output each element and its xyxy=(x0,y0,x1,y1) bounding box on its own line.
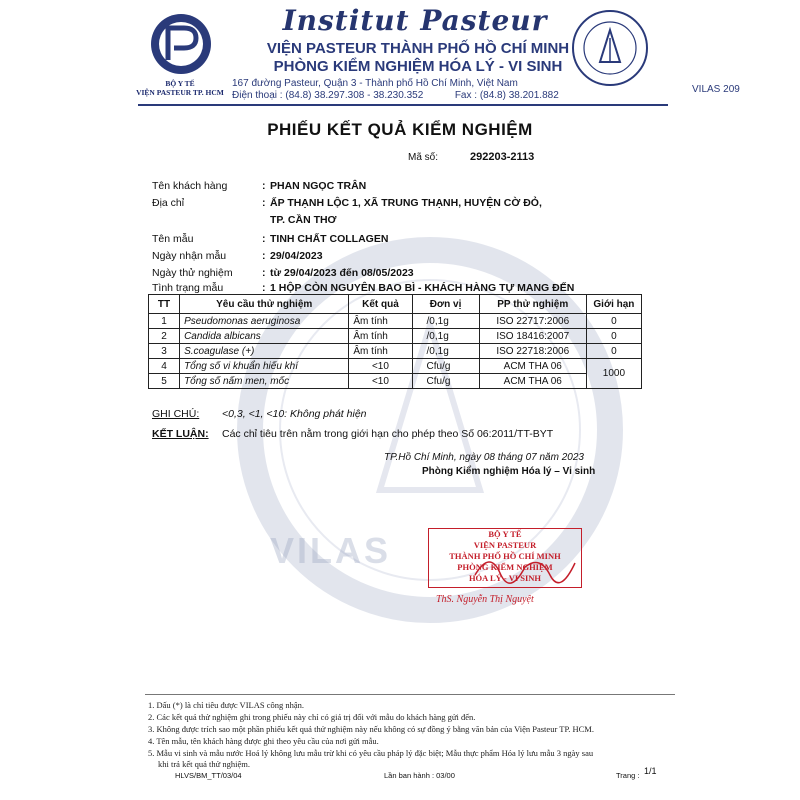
row-method: ISO 22718:2006 xyxy=(479,344,586,359)
received-label: Ngày nhận mẫu xyxy=(152,250,227,262)
footer-divider xyxy=(145,694,675,695)
signer-name: ThS. Nguyễn Thị Nguyệt xyxy=(436,594,534,605)
customer-label: Tên khách hàng xyxy=(152,180,228,192)
footer-note-5a: 5. Mẫu vi sinh và mẫu nước Hoá lý không lưu mẫu trừ khi có yêu cầu pháp lý đặc biệt; Mẫu thực phẩm Hóa lý lưu mẫu 3 ngày sau xyxy=(148,748,594,758)
stamp-line-1: BỘ Y TẾ xyxy=(488,529,522,539)
row-method: ISO 18416:2007 xyxy=(479,329,586,344)
row-limit-merged: 1000 xyxy=(586,359,641,389)
row-limit: 0 xyxy=(586,329,641,344)
left-logo-caption-1: BỘ Y TẾ xyxy=(165,79,195,88)
edition: Lần ban hành : 03/00 xyxy=(384,771,455,780)
row-tt: 4 xyxy=(149,359,180,374)
row-test: Candida albicans xyxy=(180,329,349,344)
col-header-result: Kết quả xyxy=(349,295,412,314)
received-colon: : xyxy=(262,250,266,262)
address-label: Địa chỉ xyxy=(152,197,185,209)
row-limit: 0 xyxy=(586,314,641,329)
table-row xyxy=(149,314,642,329)
col-header-unit: Đơn vị xyxy=(412,295,479,314)
stamp-line-4: PHÒNG KIỂM NGHIỆM xyxy=(457,562,553,572)
address-value-2: TP. CẦN THƠ xyxy=(270,214,337,226)
ma-so-label: Mã số: xyxy=(408,152,439,163)
footer-note-4: 4. Tên mẫu, tên khách hàng được ghi theo yêu cầu của nơi gửi mẫu. xyxy=(148,736,379,746)
footer-note-1: 1. Dấu (*) là chỉ tiêu được VILAS công nhận. xyxy=(148,700,305,710)
table-header-row xyxy=(149,295,642,314)
institute-title: Institut Pasteur xyxy=(282,4,548,37)
left-logo-caption-2: VIỆN PASTEUR TP. HCM xyxy=(136,88,224,97)
table-row xyxy=(149,329,642,344)
results-table xyxy=(148,294,642,389)
row-method: ACM THA 06 xyxy=(479,359,586,374)
col-header-test: Yêu cầu thử nghiệm xyxy=(180,295,349,314)
vilas-watermark-text: VILAS xyxy=(270,530,392,571)
row-unit: Cfu/g xyxy=(412,374,479,389)
sample-value: TINH CHẤT COLLAGEN xyxy=(270,233,389,245)
row-limit: 0 xyxy=(586,344,641,359)
lab-signature-line: Phòng Kiểm nghiệm Hóa lý – Vi sinh xyxy=(422,466,596,477)
left-logo-caption xyxy=(114,79,246,97)
sample-colon: : xyxy=(262,233,266,245)
row-result: Âm tính xyxy=(349,344,412,359)
row-unit: /0,1g xyxy=(412,329,479,344)
institute-contact xyxy=(232,90,559,101)
row-test: S.coagulase (+) xyxy=(180,344,349,359)
table-row xyxy=(149,344,642,359)
row-test: Tổng số vi khuẩn hiếu khí xyxy=(180,359,349,374)
stamp-line-2: VIỆN PASTEUR xyxy=(473,540,537,550)
institute-address: 167 đường Pasteur, Quận 3 - Thành phố Hồ Chí Minh, Việt Nam xyxy=(232,78,518,89)
handwritten-signature xyxy=(470,545,580,595)
footer-note-5b: khi trả kết quả thử nghiệm. xyxy=(158,759,250,769)
institute-fax: Fax : (84.8) 38.201.882 xyxy=(454,90,559,101)
test-date-value: từ 29/04/2023 đến 08/05/2023 xyxy=(270,267,414,279)
row-result: <10 xyxy=(349,359,412,374)
condition-label: Tình trạng mẫu xyxy=(152,282,224,294)
table-row xyxy=(149,359,642,374)
row-method: ACM THA 06 xyxy=(479,374,586,389)
vilas-accreditation-logo-icon xyxy=(570,8,650,88)
footer-note-2: 2. Các kết quả thử nghiệm ghi trong phiếu này chỉ có giá trị đối với mẫu do khách hàng gửi đến. xyxy=(148,712,476,722)
row-tt: 3 xyxy=(149,344,180,359)
ma-so-value: 292203-2113 xyxy=(470,151,535,163)
row-tt: 2 xyxy=(149,329,180,344)
row-method: ISO 22717:2006 xyxy=(479,314,586,329)
row-test: Tổng số nấm men, mốc xyxy=(180,374,349,389)
ket-luan-label: KẾT LUẬN: xyxy=(152,428,209,440)
col-header-tt: TT xyxy=(149,295,180,314)
col-header-limit: Giới hạn xyxy=(586,295,641,314)
customer-colon: : xyxy=(262,180,266,192)
row-test: Pseudomonas aeruginosa xyxy=(180,314,349,329)
row-tt: 1 xyxy=(149,314,180,329)
sample-label: Tên mẫu xyxy=(152,233,194,245)
row-unit: /0,1g xyxy=(412,344,479,359)
row-tt: 5 xyxy=(149,374,180,389)
table-row xyxy=(149,374,642,389)
vilas-number: VILAS 209 xyxy=(692,84,740,95)
customer-value: PHAN NGỌC TRÂN xyxy=(270,180,367,192)
stamp-line-3: THÀNH PHỐ HỒ CHÍ MINH xyxy=(449,551,561,561)
test-date-label: Ngày thử nghiệm xyxy=(152,267,233,279)
condition-colon: : xyxy=(262,282,266,294)
row-unit: /0,1g xyxy=(412,314,479,329)
header-divider xyxy=(138,104,668,106)
ghi-chu-value: <0,3, <1, <10: Không phát hiện xyxy=(222,408,367,420)
address-value-1: ẤP THẠNH LỘC 1, XÃ TRUNG THẠNH, HUYỆN CỜ ĐỎ, xyxy=(270,197,542,209)
received-value: 29/04/2023 xyxy=(270,250,323,262)
lab-name: PHÒNG KIỂM NGHIỆM HÓA LÝ - VI SINH xyxy=(273,58,563,75)
row-result: <10 xyxy=(349,374,412,389)
row-result: Âm tính xyxy=(349,314,412,329)
issue-date-line: TP.Hồ Chí Minh, ngày 08 tháng 07 năm 2023 xyxy=(384,452,584,463)
institute-phone: Điện thoại : (84.8) 38.297.308 - 38.230.352 xyxy=(232,90,424,101)
institute-name: VIỆN PASTEUR THÀNH PHỐ HỒ CHÍ MINH xyxy=(266,40,570,57)
ghi-chu-label: GHI CHÚ: xyxy=(152,408,200,420)
test-date-colon: : xyxy=(262,267,266,279)
ket-luan-value: Các chỉ tiêu trên nằm trong giới hạn cho phép theo Số 06:2011/TT-BYT xyxy=(222,428,554,440)
form-code: HLVS/BM_TT/03/04 xyxy=(175,771,242,780)
row-unit: Cfu/g xyxy=(412,359,479,374)
row-result: Âm tính xyxy=(349,329,412,344)
footer-note-3: 3. Không được trích sao một phần phiếu kết quả thử nghiệm này nếu không có sự đồng ý bằng văn bản của Viện Pasteur TP. HCM. xyxy=(148,724,594,734)
page-number: 1/1 xyxy=(644,766,657,776)
page-label: Trang : xyxy=(616,771,640,780)
col-header-method: PP thử nghiệm xyxy=(479,295,586,314)
address-colon: : xyxy=(262,197,266,209)
stamp-line-5: HÓA LÝ - VI SINH xyxy=(468,573,542,583)
document-title: PHIẾU KẾT QUẢ KIỂM NGHIỆM xyxy=(267,120,533,139)
condition-value: 1 HỘP CÒN NGUYÊN BAO BÌ - KHÁCH HÀNG TỰ MANG ĐẾN xyxy=(270,282,575,294)
